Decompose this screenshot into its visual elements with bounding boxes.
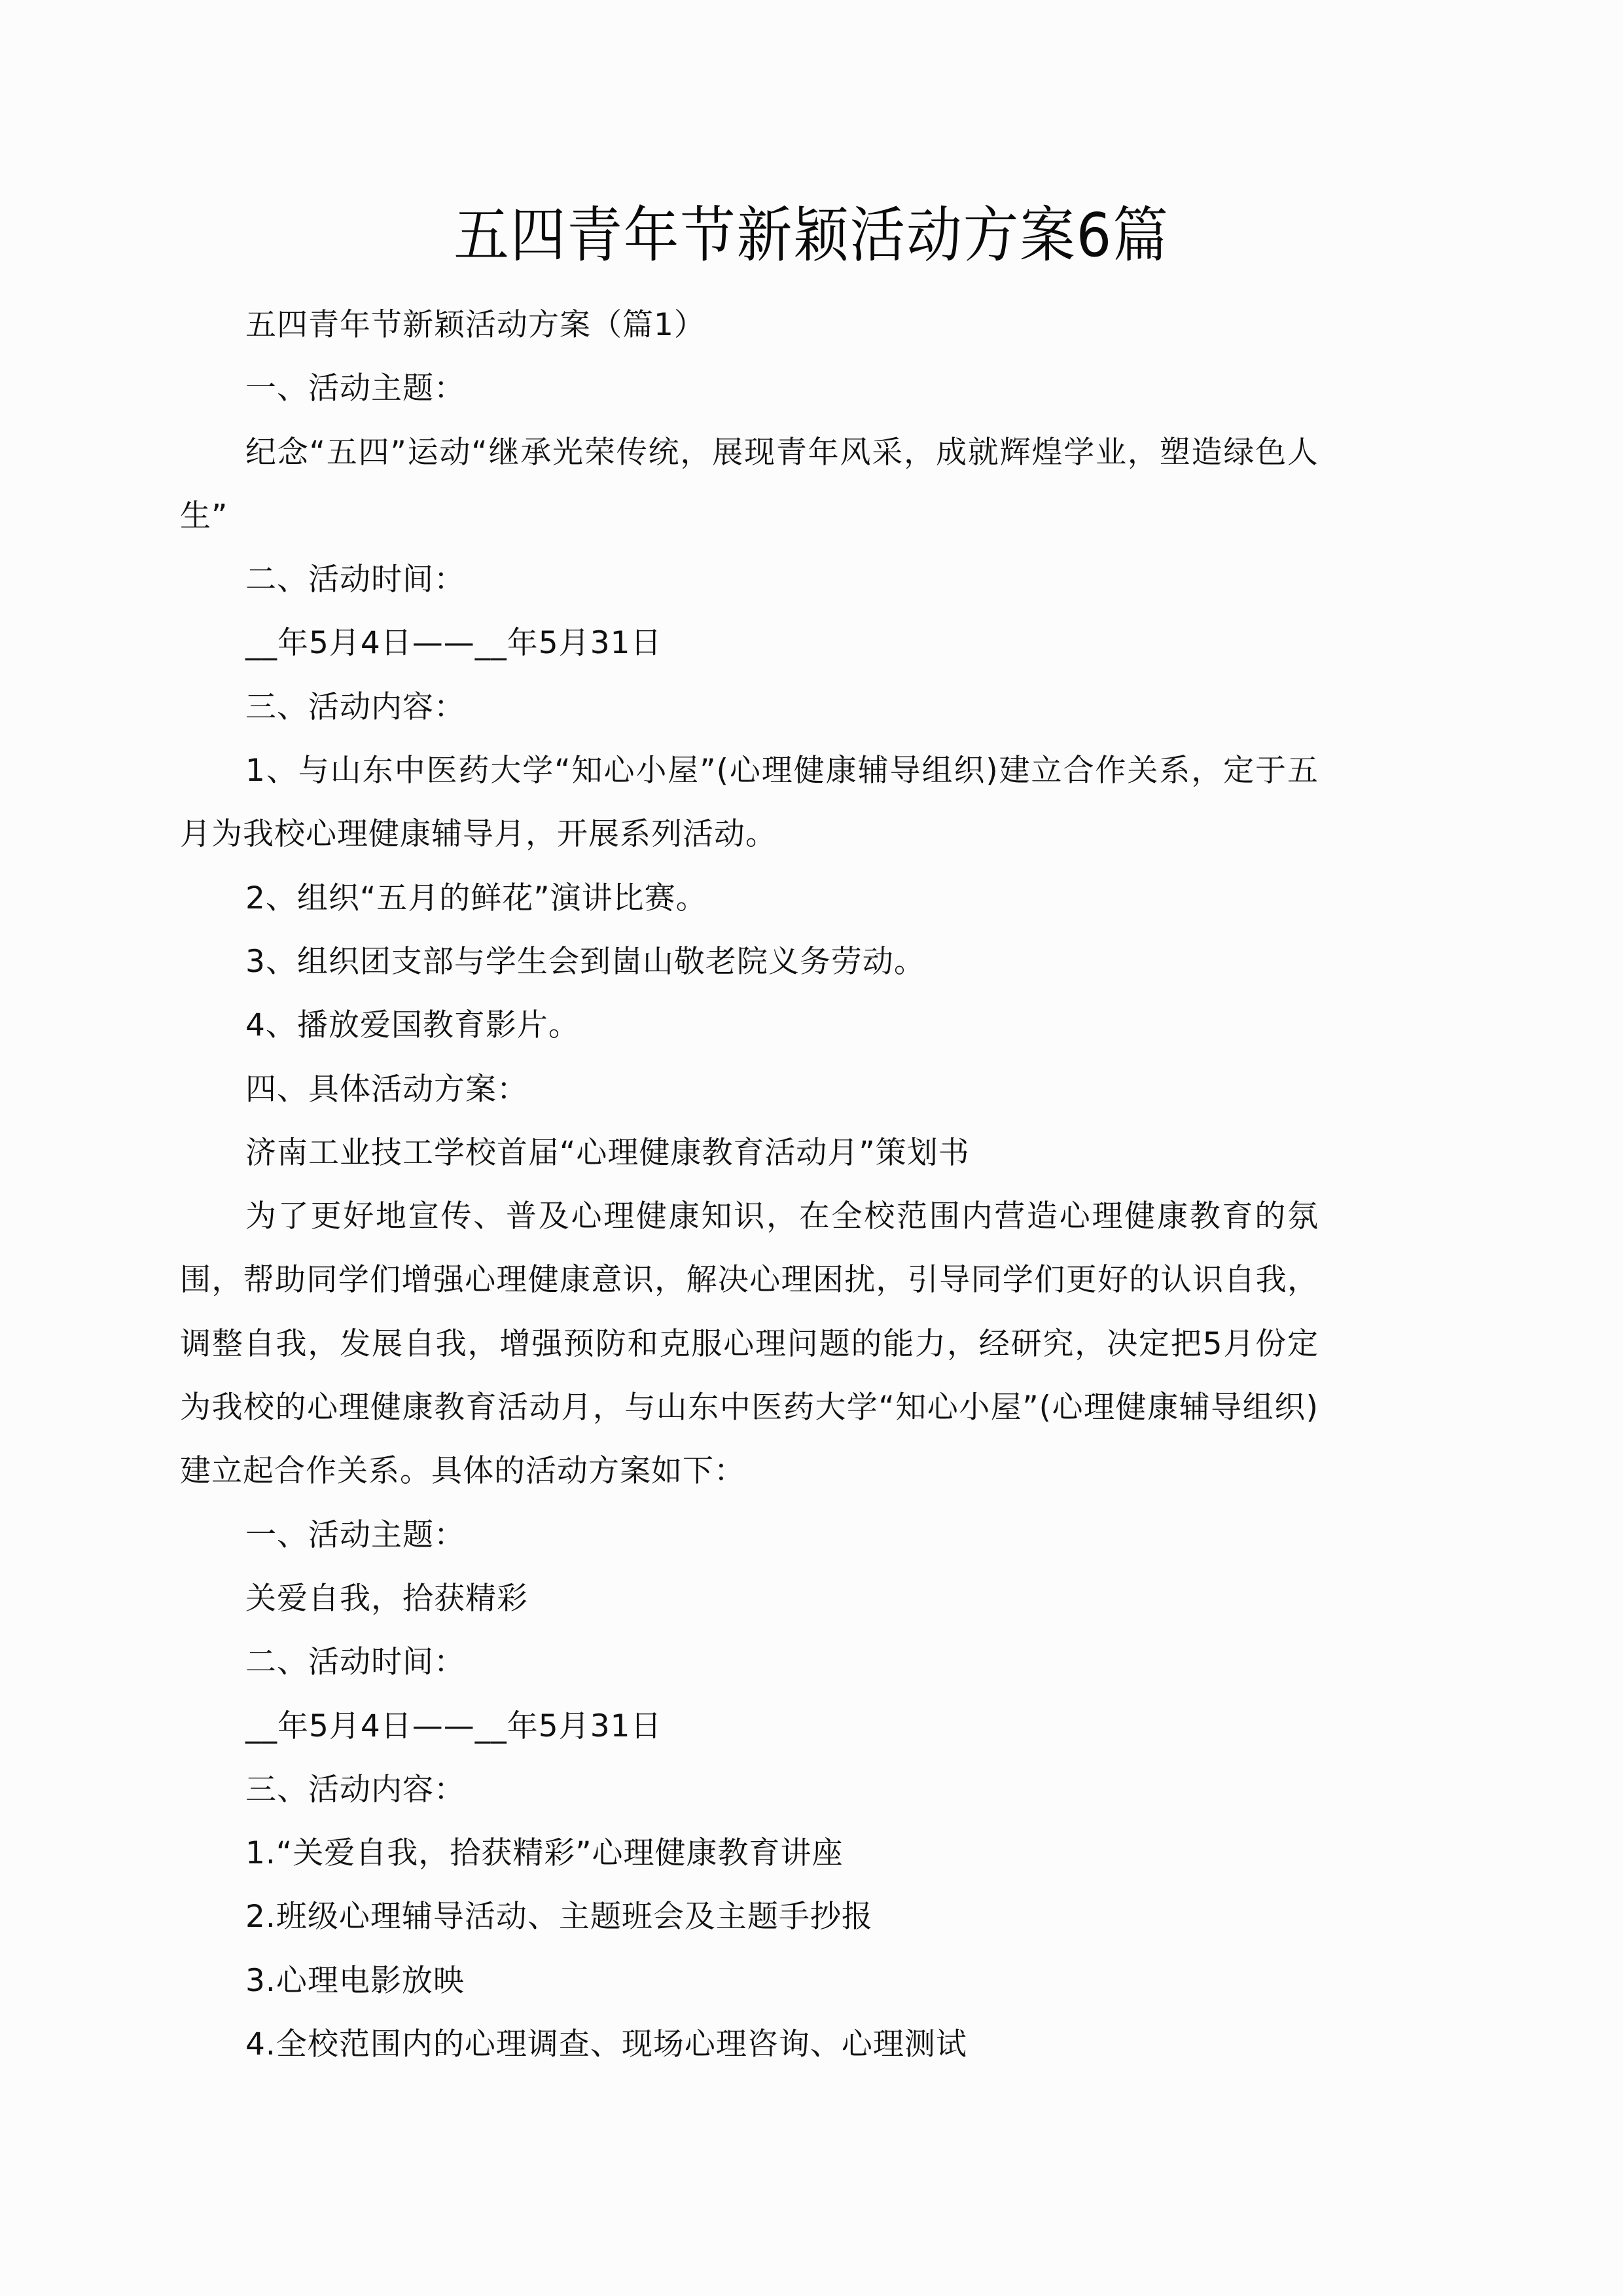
list-item-plan-1: 1.“关爱自我，拾获精彩”心理健康教育讲座	[245, 1835, 844, 1872]
heading-activity-content-2: 三、活动内容：	[245, 1771, 465, 1808]
heading-activity-time-2: 二、活动时间：	[245, 1644, 465, 1681]
list-item-content-2: 2、组织“五月的鲜花”演讲比赛。	[245, 880, 707, 916]
heading-activity-theme-2: 一、活动主题：	[245, 1516, 465, 1553]
list-item-content-1: 1、与山东中医药大学“知心小屋”(心理健康辅导组织)建立合作关系，定于五月为我校心理健康辅导月，开展系列活动。	[180, 753, 1319, 853]
list-item-plan-2: 2.班级心理辅导活动、主题班会及主题手抄报	[245, 1899, 873, 1935]
paragraph-plan-intro: 为了更好地宣传、普及心理健康知识，在全校范围内营造心理健康教育的氛围，帮助同学们增强心理健康意识，解决心理困扰，引导同学们更好的认识自我，调整自我，发展自我，增强预防和克服心理问题的能力，经研究，决定把5月份定为我校的心理健康教育活动月，与山东中医药大学“知心小屋”(心理健康辅导组织)建立起合作关系。具体的活动方案如下：	[180, 1198, 1319, 1490]
list-item-content-4: 4、播放爱国教育影片。	[245, 1007, 580, 1044]
document-title: 五四青年节新颖活动方案6篇	[454, 200, 1169, 270]
paragraph-plan-title: 济南工业技工学校首届“心理健康教育活动月”策划书	[245, 1134, 970, 1171]
paragraph-theme-text: 纪念“五四”运动“继承光荣传统，展现青年风采，成就辉煌学业，塑造绿色人生”	[180, 434, 1319, 534]
paragraph-time-range-2: __年5月4日——__年5月31日	[245, 1708, 662, 1744]
paragraph-theme-text-2: 关爱自我，拾获精彩	[245, 1580, 528, 1617]
paragraph-time-range: __年5月4日——__年5月31日	[245, 625, 662, 662]
list-item-content-3: 3、组织团支部与学生会到崮山敬老院义务劳动。	[245, 943, 925, 980]
list-item-plan-3: 3.心理电影放映	[245, 1962, 465, 1999]
section-heading-part-1: 五四青年节新颖活动方案（篇1）	[245, 307, 705, 343]
heading-specific-plan: 四、具体活动方案：	[245, 1071, 528, 1107]
heading-activity-theme: 一、活动主题：	[245, 370, 465, 407]
heading-activity-content: 三、活动内容：	[245, 689, 465, 725]
list-item-plan-4: 4.全校范围内的心理调查、现场心理咨询、心理测试	[245, 2026, 967, 2063]
heading-activity-time: 二、活动时间：	[245, 562, 465, 598]
document-body	[180, 293, 1384, 2076]
